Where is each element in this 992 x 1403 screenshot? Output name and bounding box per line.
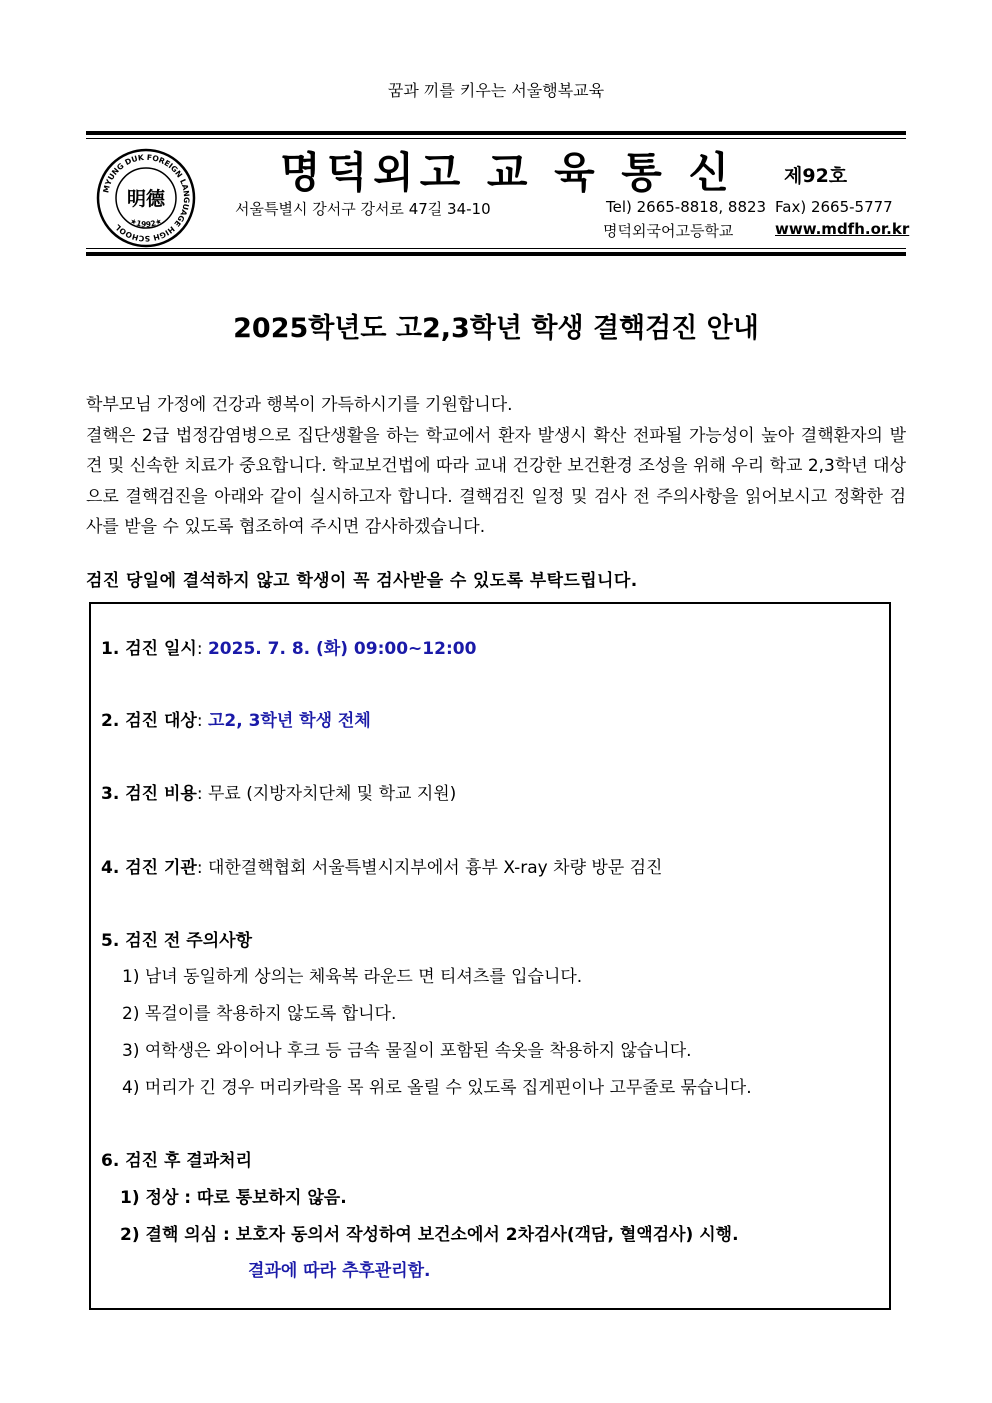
item-precautions [101, 926, 252, 951]
precaution-3: 3) 여학생은 와이어나 후크 등 금속 물질이 포함된 속옷을 착용하지 않습니다. [122, 1041, 692, 1061]
school-name: 명덕외국어고등학교 [603, 222, 734, 240]
document-title: 2025학년도 고2,3학년 학생 결핵검진 안내 [233, 313, 759, 344]
item-exam-agency-label: 4. 검진 기관 [101, 858, 197, 878]
result-suspected: 2) 결핵 의심 : 보호자 동의서 작성하여 보건소에서 2차검사(객담, 혈액검사) 시행. [120, 1225, 739, 1245]
precaution-4: 4) 머리가 긴 경우 머리카락을 목 위로 올릴 수 있도록 집게핀이나 고무줄로 묶습니다. [122, 1078, 752, 1098]
intro-text [86, 390, 906, 543]
item-exam-target-value: 고2, 3학년 학생 전체 [207, 711, 371, 731]
item-exam-date-value: 2025. 7. 8. (화) 09:00~12:00 [207, 639, 477, 659]
intro-greeting: 학부모님 가정에 건강과 행복이 가득하시기를 기원합니다. [86, 395, 513, 415]
seal-year: ★1992★ [128, 216, 164, 229]
header-bottom-rule-thin [86, 248, 906, 249]
item-exam-agency: 4. 검진 기관: 대한결핵협회 서울특별시지부에서 흉부 X-ray 차량 방문 검진 [101, 858, 663, 878]
school-tel: Tel) 2665-8818, 8823 [606, 198, 767, 216]
request-notice: 검진 당일에 결석하지 않고 학생이 꼭 검사받을 수 있도록 부탁드립니다. [86, 571, 638, 591]
school-seal-icon [96, 148, 196, 248]
seal-center-text: 明德 [126, 188, 166, 210]
school-address: 서울특별시 강서구 강서로 47길 34-10 [235, 200, 491, 218]
item-exam-cost: 3. 검진 비용: 무료 (지방자치단체 및 학교 지원) [101, 784, 457, 804]
header-bottom-rule-thick [86, 252, 906, 256]
precaution-2: 2) 목걸이를 착용하지 않도록 합니다. [122, 1004, 397, 1024]
item-exam-cost-label: 3. 검진 비용 [101, 784, 197, 804]
item-exam-target-label: 2. 검진 대상 [101, 711, 197, 731]
item-exam-agency-value: 대한결핵협회 서울특별시지부에서 흉부 X-ray 차량 방문 검진 [207, 858, 663, 878]
svg-text:★1992★ [129, 216, 164, 229]
item-exam-cost-value: 무료 (지방자치단체 및 학교 지원) [207, 784, 457, 804]
item-exam-date-label: 1. 검진 일시 [101, 639, 197, 659]
issue-number: 제92호 [784, 165, 848, 187]
item-exam-target: 2. 검진 대상: 고2, 3학년 학생 전체 [101, 711, 371, 731]
school-website-link[interactable]: www.mdfh.or.kr [775, 220, 910, 238]
masthead-title: 명덕외고 교 육 통 신 [280, 148, 736, 197]
item-precautions-label: 5. 검진 전 주의사항 [101, 931, 252, 951]
item-results [101, 1146, 252, 1171]
result-followup: 결과에 따라 추후관리함. [248, 1261, 431, 1281]
seal-ring-text: MYUNG DUK FOREIGN LANGUAGE HIGH SCHOOL [101, 152, 192, 244]
item-exam-date: 1. 검진 일시: 2025. 7. 8. (화) 09:00~12:00 [101, 639, 477, 659]
intro-paragraph: 결핵은 2급 법정감염병으로 집단생활을 하는 학교에서 환자 발생시 확산 전파될 가능성이 높아 결핵환자의 발견 및 신속한 치료가 중요합니다. 학교보건법에 따라 교내 건강한 보건환경 조성을 위해 우리 학교 2,3학년 대상으로 결핵검진을 아래와 같이 실시하고자 합니다. 결핵검진 일정 및 검사 전 주의사항을 읽어보시고 정확한 검사를 받을 수 있도록 협조하여 주시면 감사하겠습니다. [86, 425, 906, 537]
header-top-rule-thick [86, 131, 906, 135]
precaution-1: 1) 남녀 동일하게 상의는 체육복 라운드 면 티셔츠를 입습니다. [122, 967, 583, 987]
item-results-label: 6. 검진 후 결과처리 [101, 1151, 252, 1171]
result-normal: 1) 정상 : 따로 통보하지 않음. [120, 1188, 347, 1208]
slogan: 꿈과 끼를 키우는 서울행복교육 [387, 81, 605, 100]
school-fax: Fax) 2665-5777 [775, 198, 893, 216]
header-top-rule-thin [86, 138, 906, 139]
